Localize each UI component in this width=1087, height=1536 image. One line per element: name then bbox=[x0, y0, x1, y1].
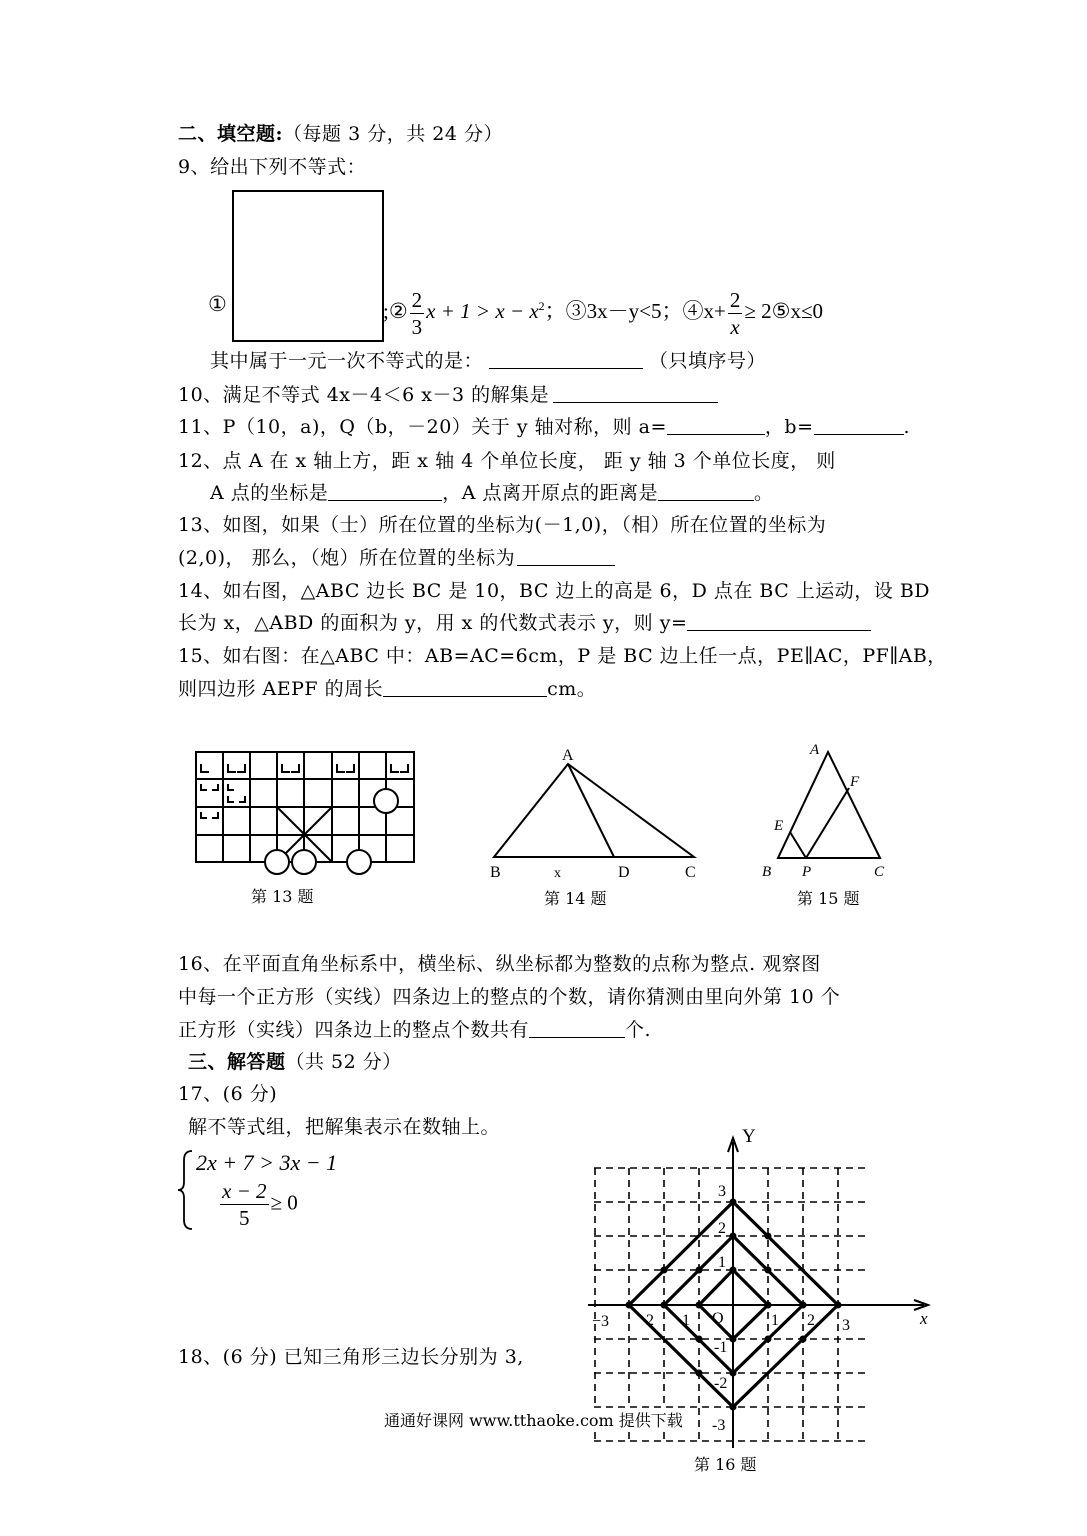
q9-item-2-expression: x + 1 > x − x bbox=[426, 299, 539, 323]
q11 bbox=[178, 412, 910, 442]
section-3-title: 三、解答题 bbox=[188, 1051, 286, 1073]
fig15-label-b: B bbox=[762, 864, 772, 880]
fig16-ytick-2: 2 bbox=[718, 1220, 726, 1237]
q17-equation-2 bbox=[218, 1178, 298, 1231]
q13-line-2 bbox=[178, 543, 615, 573]
fig16-ytick-neg3: -3 bbox=[712, 1417, 726, 1434]
q15-line-1: 15、如右图：在△ABC 中：AB=AC=6cm，P 是 BC 边上任一点，PE∥AC，PF∥AB， bbox=[178, 645, 947, 667]
q12-line-1: 12、点 A 在 x 轴上方，距 x 轴 4 个单位长度， 距 y 轴 3 个单位长度， 则 bbox=[178, 450, 836, 472]
fig16-xtick-neg2: 2 bbox=[646, 1312, 654, 1329]
q9-stem: 9、给出下列不等式： bbox=[178, 156, 367, 178]
q9-inequalities: ;② $\frac{2}{3}$ $x + 1 > x - x^2$；③3x－y<5；④x+ $\frac{2}{x}$ ≥ 2⑤x≤0 bbox=[383, 287, 823, 339]
q11-end: . bbox=[903, 416, 911, 438]
fig15-label-c: C bbox=[874, 864, 885, 880]
figure-14-caption: 第 14 题 bbox=[544, 889, 607, 908]
q14-line-2 bbox=[178, 608, 871, 638]
fig16-xtick-3: 3 bbox=[842, 1317, 850, 1334]
q9-fraction-2-x bbox=[728, 287, 743, 340]
chess-piece-xiang bbox=[347, 850, 371, 874]
fig16-axis-y-label: Y bbox=[742, 1126, 756, 1147]
figure-14-triangle bbox=[484, 742, 706, 878]
fig16-ytick-3: 3 bbox=[718, 1183, 726, 1200]
q16-line-3-text: 正方形（实线）四条边上的整点个数共有 bbox=[178, 1019, 530, 1041]
q13-line-2-text: (2,0)， 那么，（炮）所在位置的坐标为 bbox=[178, 547, 516, 569]
q15-unit: cm。 bbox=[547, 678, 597, 700]
frac-numerator: x − 2 bbox=[222, 1179, 267, 1203]
q12-line-2a: A 点的坐标是 bbox=[210, 482, 329, 504]
frac-denominator: 3 bbox=[411, 314, 423, 339]
chess-piece-2 bbox=[292, 850, 316, 874]
cannon-piece-1 bbox=[374, 789, 398, 813]
fig14-label-a: A bbox=[562, 747, 574, 764]
figure-13-caption: 第 13 题 bbox=[251, 887, 314, 906]
section-3-note: （共 52 分） bbox=[285, 1051, 402, 1073]
q17-equation-1: 2x + 7 > 3x − 1 bbox=[196, 1150, 338, 1175]
q14-line-2-text: 长为 x，△ABD 的面积为 y，用 x 的代数式表示 y，则 y= bbox=[178, 612, 688, 634]
q12-line-2b: ，A 点离开原点的距离是 bbox=[442, 482, 659, 504]
q17-eq2-fraction bbox=[220, 1178, 269, 1231]
q15-line-2-text: 则四边形 AEPF 的周长 bbox=[178, 678, 384, 700]
q9-item-2-marker: ;② bbox=[383, 299, 408, 323]
q12-line-2 bbox=[210, 478, 774, 508]
q15-answer-blank[interactable] bbox=[383, 676, 547, 697]
q17-system-brace bbox=[176, 1148, 196, 1232]
q9-answer-suffix: （只填序号） bbox=[649, 350, 767, 372]
q9-items-4-5: ≥ 2⑤x≤0 bbox=[744, 299, 823, 323]
q16-line-3-end: 个. bbox=[625, 1019, 652, 1041]
fig16-xtick-2: 2 bbox=[807, 1312, 815, 1329]
section-2-heading: 二、填空题:（每题 3 分，共 24 分） bbox=[178, 123, 503, 145]
fig16-ytick-neg2: -2 bbox=[714, 1375, 728, 1392]
q17-head: 17、(6 分) bbox=[178, 1083, 278, 1105]
q17-stem: 解不等式组，把解集表示在数轴上。 bbox=[188, 1116, 501, 1138]
q12-coord-blank[interactable] bbox=[328, 480, 442, 501]
fig16-xtick-neg1: 1 bbox=[682, 1312, 690, 1329]
fig15-label-a: A bbox=[810, 742, 820, 758]
fig14-label-b: B bbox=[490, 864, 501, 878]
q11-mid: ，b= bbox=[764, 416, 814, 438]
fig16-ytick-neg1: -1 bbox=[714, 1339, 728, 1356]
q10-answer-blank[interactable] bbox=[553, 382, 718, 403]
section-2-note: （每题 3 分，共 24 分） bbox=[283, 123, 503, 145]
fig16-origin-label: O bbox=[712, 1310, 724, 1327]
fig16-xtick-1: 1 bbox=[771, 1312, 779, 1329]
q16-line-1: 16、在平面直角坐标系中，横坐标、纵坐标都为整数的点称为整点. 观察图 bbox=[178, 953, 821, 975]
fig15-label-f: F bbox=[850, 774, 860, 790]
q11-b-blank[interactable] bbox=[814, 414, 904, 435]
figure-16-coordinate-grid bbox=[584, 1120, 940, 1450]
q17-eq2-relation: ≥ 0 bbox=[270, 1190, 298, 1215]
fig14-label-x: x bbox=[554, 866, 561, 878]
fig16-ytick-1: 1 bbox=[718, 1254, 726, 1271]
figure-16-caption: 第 16 题 bbox=[694, 1455, 757, 1474]
section-2-title: 二、填空题 bbox=[178, 123, 276, 145]
q14-line-1: 14、如右图，△ABC 边长 BC 是 10，BC 边上的高是 6，D 点在 BC 上运动，设 BD bbox=[178, 580, 931, 602]
fig14-label-d: D bbox=[618, 864, 630, 878]
q13-answer-blank[interactable] bbox=[517, 545, 615, 566]
footer-watermark: 通通好课网 www.tthaoke.com 提供下载 bbox=[382, 1408, 685, 1431]
q9-answer-line bbox=[210, 346, 766, 376]
fig15-label-p: P bbox=[802, 864, 812, 880]
fig14-label-c: C bbox=[685, 864, 696, 878]
fig16-axis-x-label: x bbox=[920, 1309, 928, 1328]
q10-text: 10、满足不等式 4x－4＜6 x－3 的解集是 bbox=[178, 384, 550, 406]
q10 bbox=[178, 380, 718, 410]
q16-line-3 bbox=[178, 1015, 651, 1045]
q12-distance-blank[interactable] bbox=[658, 480, 754, 501]
q9-blank-image-box bbox=[232, 190, 384, 342]
frac-denominator: 5 bbox=[239, 1206, 250, 1230]
q14-answer-blank[interactable] bbox=[687, 610, 871, 631]
q12-line-2c: 。 bbox=[754, 482, 774, 504]
frac-numerator: 2 bbox=[411, 287, 423, 312]
figure-15-triangle bbox=[754, 736, 900, 882]
section-3-heading bbox=[188, 1047, 402, 1077]
figure-15-caption: 第 15 题 bbox=[797, 889, 860, 908]
q9-items-3-4: ；③3x－y<5；④x+ bbox=[544, 299, 726, 323]
q16-answer-blank[interactable] bbox=[529, 1017, 625, 1038]
q11-a-blank[interactable] bbox=[667, 414, 765, 435]
q9-item-1-marker: ① bbox=[208, 292, 227, 316]
q15-line-2 bbox=[178, 674, 596, 704]
frac-denominator: x bbox=[730, 314, 740, 339]
q13-line-1: 13、如图，如果（士）所在位置的坐标为(－1,0)，（相）所在位置的坐标为 bbox=[178, 514, 827, 536]
frac-numerator: 2 bbox=[729, 287, 741, 312]
fig15-label-e: E bbox=[774, 818, 784, 834]
figure-13-chessboard bbox=[186, 746, 426, 886]
fig16-xtick-neg3: −3 bbox=[592, 1313, 610, 1330]
q18-text: 18、(6 分) 已知三角形三边长分别为 3, bbox=[178, 1346, 524, 1368]
q9-answer-prefix: 其中属于一元一次不等式的是： bbox=[210, 350, 484, 372]
q11-text: 11、P（10，a)，Q（b，－20）关于 y 轴对称，则 a= bbox=[178, 416, 667, 438]
chess-piece-shi bbox=[265, 850, 289, 874]
q16-line-2: 中每一个正方形（实线）四条边上的整点的个数，请你猜测由里向外第 10 个 bbox=[178, 986, 841, 1008]
q9-answer-blank[interactable] bbox=[489, 348, 643, 369]
q9-fraction-2-3 bbox=[410, 287, 425, 340]
